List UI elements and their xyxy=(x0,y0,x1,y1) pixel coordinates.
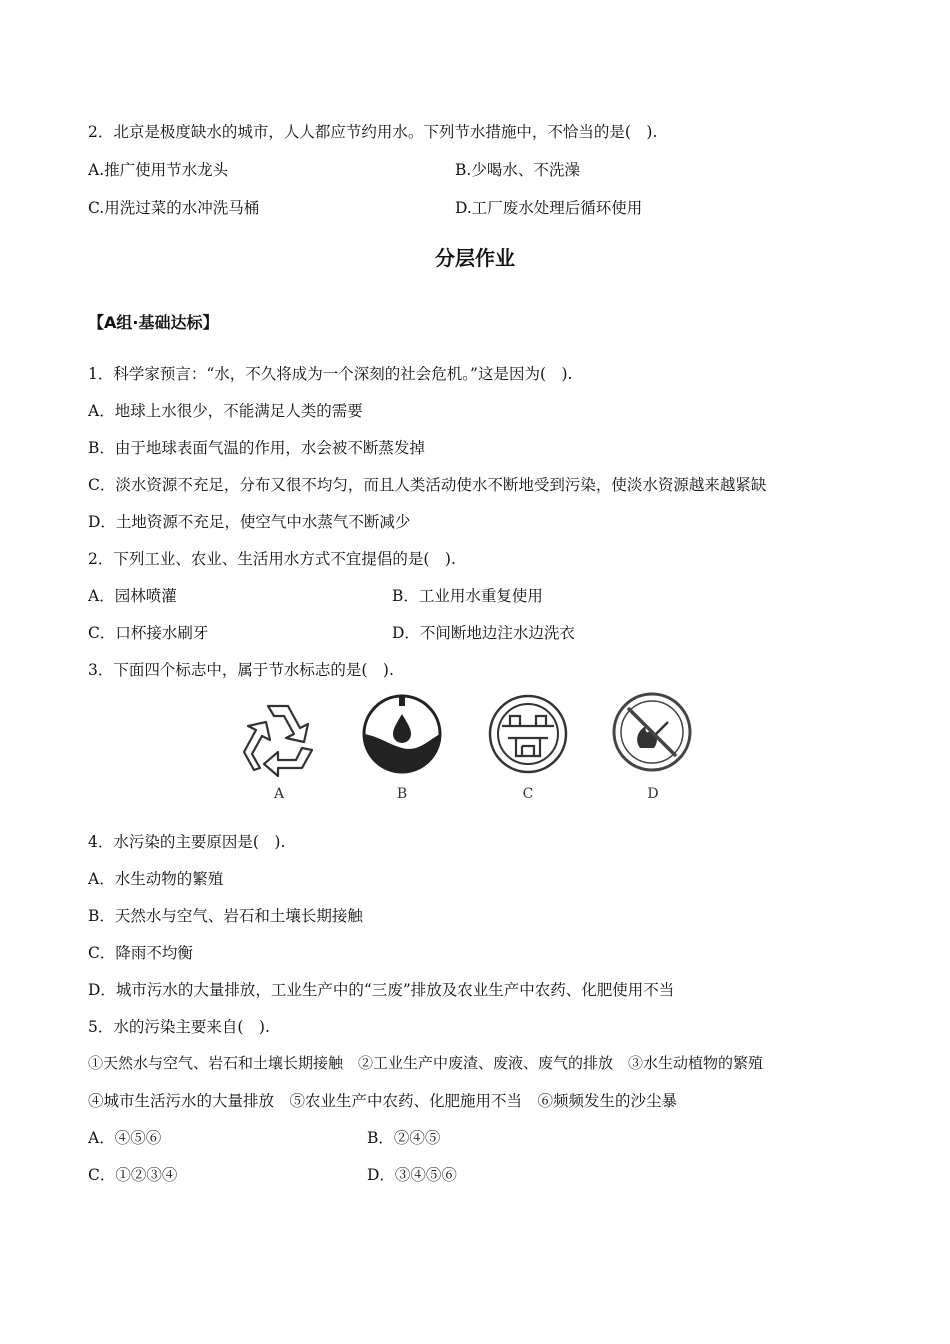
logo-label-b: B xyxy=(396,786,408,802)
q4-option-d[interactable]: D．城市污水的大量排放，工业生产中的“三废”排放及农业生产中农药、化肥使用不当 xyxy=(88,981,675,999)
q5-items-line2: ④城市生活污水的大量排放 ⑤农业生产中农药、化肥施用不当 ⑥频频发生的沙尘暴 xyxy=(88,1092,678,1110)
q5-option-b[interactable]: B．②④⑤ xyxy=(367,1129,441,1147)
q5-stem: 5．水的污染主要来自( ). xyxy=(88,1018,270,1036)
section-title: 分层作业 xyxy=(435,246,515,270)
pre-question-option-c[interactable]: C.用洗过菜的水冲洗马桶 xyxy=(88,199,260,217)
q4-option-b[interactable]: B．天然水与空气、岩石和土壤长期接触 xyxy=(88,907,363,925)
logo-label-c: C xyxy=(522,786,534,802)
q1-option-d[interactable]: D．土地资源不充足，使空气中水蒸气不断减少 xyxy=(88,513,411,531)
q1-option-b[interactable]: B．由于地球表面气温的作用，水会被不断蒸发掉 xyxy=(88,439,425,457)
logo-label-d: D xyxy=(647,786,659,802)
q2-option-c[interactable]: C．口杯接水刷牙 xyxy=(88,624,209,642)
q5-option-c[interactable]: C．①②③④ xyxy=(88,1166,178,1184)
q5-option-a[interactable]: A．④⑤⑥ xyxy=(88,1129,162,1147)
pre-question-option-d[interactable]: D.工厂废水处理后循环使用 xyxy=(455,199,643,217)
no-fire-icon[interactable] xyxy=(610,690,694,774)
q2-option-a[interactable]: A．园林喷灌 xyxy=(88,587,177,605)
logo-label-a: A xyxy=(273,786,285,802)
pre-question-option-a[interactable]: A.推广使用节水龙头 xyxy=(88,161,229,179)
logo-figure xyxy=(232,688,722,808)
recycle-icon[interactable] xyxy=(234,696,322,784)
pre-question-stem: 2．北京是极度缺水的城市，人人都应节约用水。下列节水措施中，不恰当的是( ). xyxy=(88,123,658,141)
q4-stem: 4．水污染的主要原因是( ). xyxy=(88,833,286,851)
q3-stem: 3．下面四个标志中，属于节水标志的是( ). xyxy=(88,661,394,679)
q1-option-a[interactable]: A．地球上水很少，不能满足人类的需要 xyxy=(88,402,363,420)
q1-stem: 1．科学家预言：“水，不久将成为一个深刻的社会危机。”这是因为( ). xyxy=(88,365,573,383)
group-title: 【A组·基础达标】 xyxy=(88,313,219,332)
q4-option-a[interactable]: A．水生动物的繁殖 xyxy=(88,870,224,888)
energy-saving-icon[interactable] xyxy=(486,692,570,776)
q1-option-c[interactable]: C．淡水资源不充足，分布又很不均匀，而且人类活动使水不断地受到污染，使淡水资源越来越紧缺 xyxy=(88,476,767,494)
q4-option-c[interactable]: C．降雨不均衡 xyxy=(88,944,193,962)
water-drop-hand-icon[interactable] xyxy=(360,692,444,776)
q5-items-line1: ①天然水与空气、岩石和土壤长期接触 ②工业生产中废渣、废液、废气的排放 ③水生动植物的繁殖 xyxy=(88,1054,764,1072)
q5-option-d[interactable]: D．③④⑤⑥ xyxy=(367,1166,457,1184)
q2-option-b[interactable]: B．工业用水重复使用 xyxy=(392,587,543,605)
q2-stem: 2．下列工业、农业、生活用水方式不宜提倡的是( ). xyxy=(88,550,456,568)
pre-question-option-b[interactable]: B.少喝水、不洗澡 xyxy=(455,161,580,179)
q2-option-d[interactable]: D．不间断地边注水边洗衣 xyxy=(392,624,575,642)
